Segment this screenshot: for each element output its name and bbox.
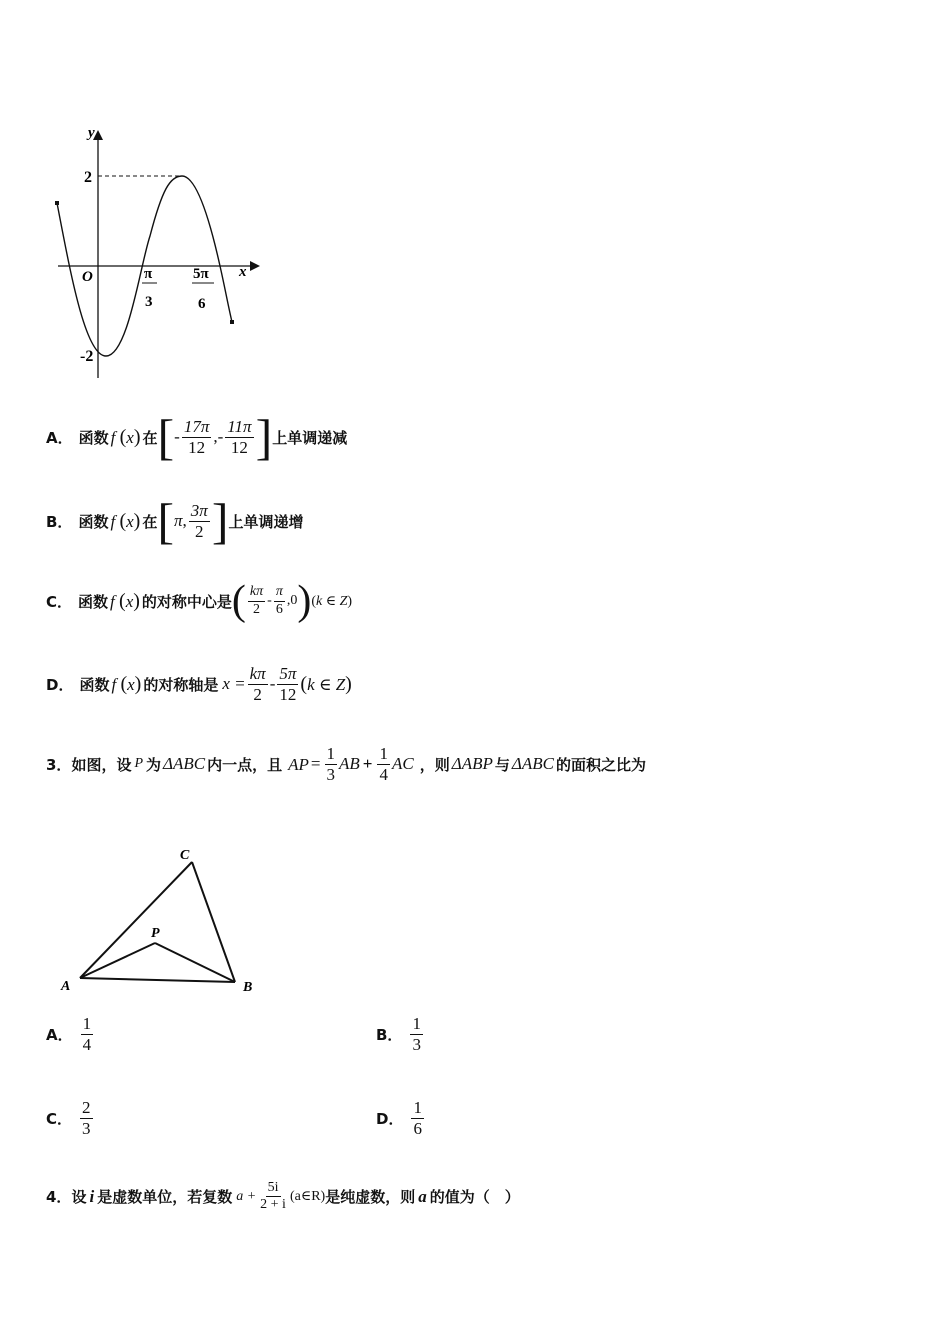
vector-ap: AP [288,754,309,774]
option-c[interactable]: C． 函数 f (x) 的对称中心是 ( $\frac{k\pi}{2}$ - $\frac{\pi}{6}$ ,0 ) (k ∈ Z) [46,578,353,624]
frac-den: 3 [82,1118,91,1138]
frac-den: 3 [412,1034,421,1054]
frac-num: 3π [190,500,208,520]
comma: , [213,427,218,446]
triangle-abc: ΔABC [163,754,206,774]
minus-sign: - [174,427,180,446]
frac-den: 2 [253,601,261,617]
question-3 [46,744,646,784]
frac-num: 5π [279,664,297,683]
vertex-b-label: B [243,980,253,995]
question-text: 与 [494,755,510,774]
question-number: 3． [46,755,72,774]
frac-num: 1 [326,744,336,763]
q3-option-b[interactable] [376,1014,425,1054]
vertex-c-label: C [180,848,190,863]
minus-sign: - [269,674,276,694]
option-a[interactable]: A． 函数 f (x) 在 [ - $\frac{17\pi}{12}$ , - $\frac{11\pi}{12}$ ] 上单调递减 [46,409,348,465]
option-text: 函数 [79,675,110,694]
triangle-abp: ΔABP [451,754,493,774]
minus-sign: - [267,593,272,608]
func-name: f [111,674,117,694]
frac-num: 5i [266,1180,281,1197]
frac-num: 1 [379,744,388,763]
option-label: A． [46,1025,73,1044]
func-var: x [126,427,134,447]
option-label: B． [46,512,73,531]
question-number: 4． [46,1188,72,1207]
y-min-label: -2 [80,348,94,365]
frac-num: 11π [227,416,252,436]
option-text: 在 [142,512,158,531]
triangle-figure [55,840,275,1000]
x-axis-label: x [239,264,247,280]
frac-den: 6 [275,601,283,617]
x-tick2-num: 5π [193,266,209,282]
func-var: x [126,511,134,531]
curve-endpoint-left [55,201,59,205]
question-text: 内一点，且 [207,755,283,774]
x-tick1-den: 3 [145,294,153,310]
option-text: 函数 [78,512,109,531]
equation-lhs: x = [222,674,246,694]
frac-num: π [274,584,285,601]
imaginary-unit: i [89,1186,95,1206]
option-text: 函数 [78,428,109,447]
question-text: 如图，设 [71,755,132,774]
frac-den: 6 [413,1118,422,1138]
frac-den: 12 [279,684,297,704]
q3-option-c[interactable] [46,1098,95,1138]
frac-den: 12 [230,437,248,457]
plus-sign: + [362,754,373,774]
sine-graph-figure [40,120,270,390]
func-name: f [110,591,115,611]
expr-a-plus: a + [236,1188,257,1204]
frac-num: kπ [249,664,266,683]
frac-den: 12 [188,437,206,457]
y-max-label: 2 [84,169,92,186]
option-text: 在 [142,428,158,447]
option-label: D． [46,675,74,694]
option-label: A． [46,428,73,447]
question-text: 是虚数单位，若复数 [97,1188,233,1207]
question-text: 设 [71,1188,87,1207]
zero-value: ,0 [286,593,298,608]
option-label: B． [376,1025,403,1044]
x-tick2-den: 6 [198,296,206,312]
condition: k ∈ Z [307,674,346,694]
interval-start: π [174,511,183,530]
option-d[interactable]: D． 函数 f (x) 的对称轴是 x = $\frac{k\pi}{2}$ - $\frac{5\pi}{12}$ (k ∈ Z) [46,664,352,704]
question-text: ，则 [419,755,450,774]
frac-num: 2 [82,1098,91,1117]
question-text: 的面积之比为 [555,755,646,774]
option-text: 上单调递减 [272,428,348,447]
option-label: D． [376,1109,404,1128]
question-4 [46,1180,520,1213]
option-label: C． [46,1109,73,1128]
minus-sign: - [217,427,224,446]
frac-num: 1 [412,1014,421,1033]
origin-label: O [82,269,93,285]
option-label: C． [46,592,73,611]
frac-den: 2 + i [260,1197,286,1213]
frac-den: 2 [253,684,262,704]
frac-den: 2 [195,521,204,541]
func-name: f [110,427,116,447]
frac-num: 1 [82,1014,92,1033]
question-text: 的值为（ ） [429,1188,520,1207]
x-tick1-num: π [144,266,153,282]
frac-num: kπ [248,584,265,601]
vector-ab: AB [339,754,360,774]
segment-ac [80,862,192,978]
curve-endpoint-right [230,320,234,324]
x-axis-arrow-icon [250,261,260,271]
option-text: 上单调递增 [228,512,304,531]
variable-a: a [418,1186,427,1206]
condition: k ∈ Z [316,593,348,609]
frac-den: 4 [82,1034,92,1054]
option-text: 的对称轴是 [143,675,219,694]
q3-option-a[interactable] [46,1014,95,1054]
equals-sign: = [310,754,321,774]
triangle-abc: ΔABC [511,754,554,774]
question-text: 为 [146,755,162,774]
frac-num: 1 [413,1098,422,1117]
func-var: x [127,674,135,694]
point-p: P [134,756,144,772]
vector-ac: AC [391,754,414,774]
frac-den: 3 [326,764,336,784]
frac-den: 4 [379,764,388,784]
frac-num: 17π [183,416,210,436]
func-name: f [110,511,116,531]
option-text: 的对称中心是 [141,592,232,611]
segment-ab [80,978,235,982]
y-axis-label: y [88,125,95,141]
condition: (a∈R) [289,1189,326,1205]
comma: , [182,511,187,530]
q3-option-d[interactable] [376,1098,426,1138]
point-p-label: P [151,926,160,941]
question-text: 是纯虚数，则 [325,1188,416,1207]
option-text: 函数 [78,592,109,611]
func-var: x [125,591,134,611]
option-b[interactable]: B． 函数 f (x) 在 [ π , $\frac{3\pi}{2}$ ] 上单调递增 [46,493,304,549]
segment-ap [80,943,155,978]
vertex-a-label: A [61,979,71,994]
